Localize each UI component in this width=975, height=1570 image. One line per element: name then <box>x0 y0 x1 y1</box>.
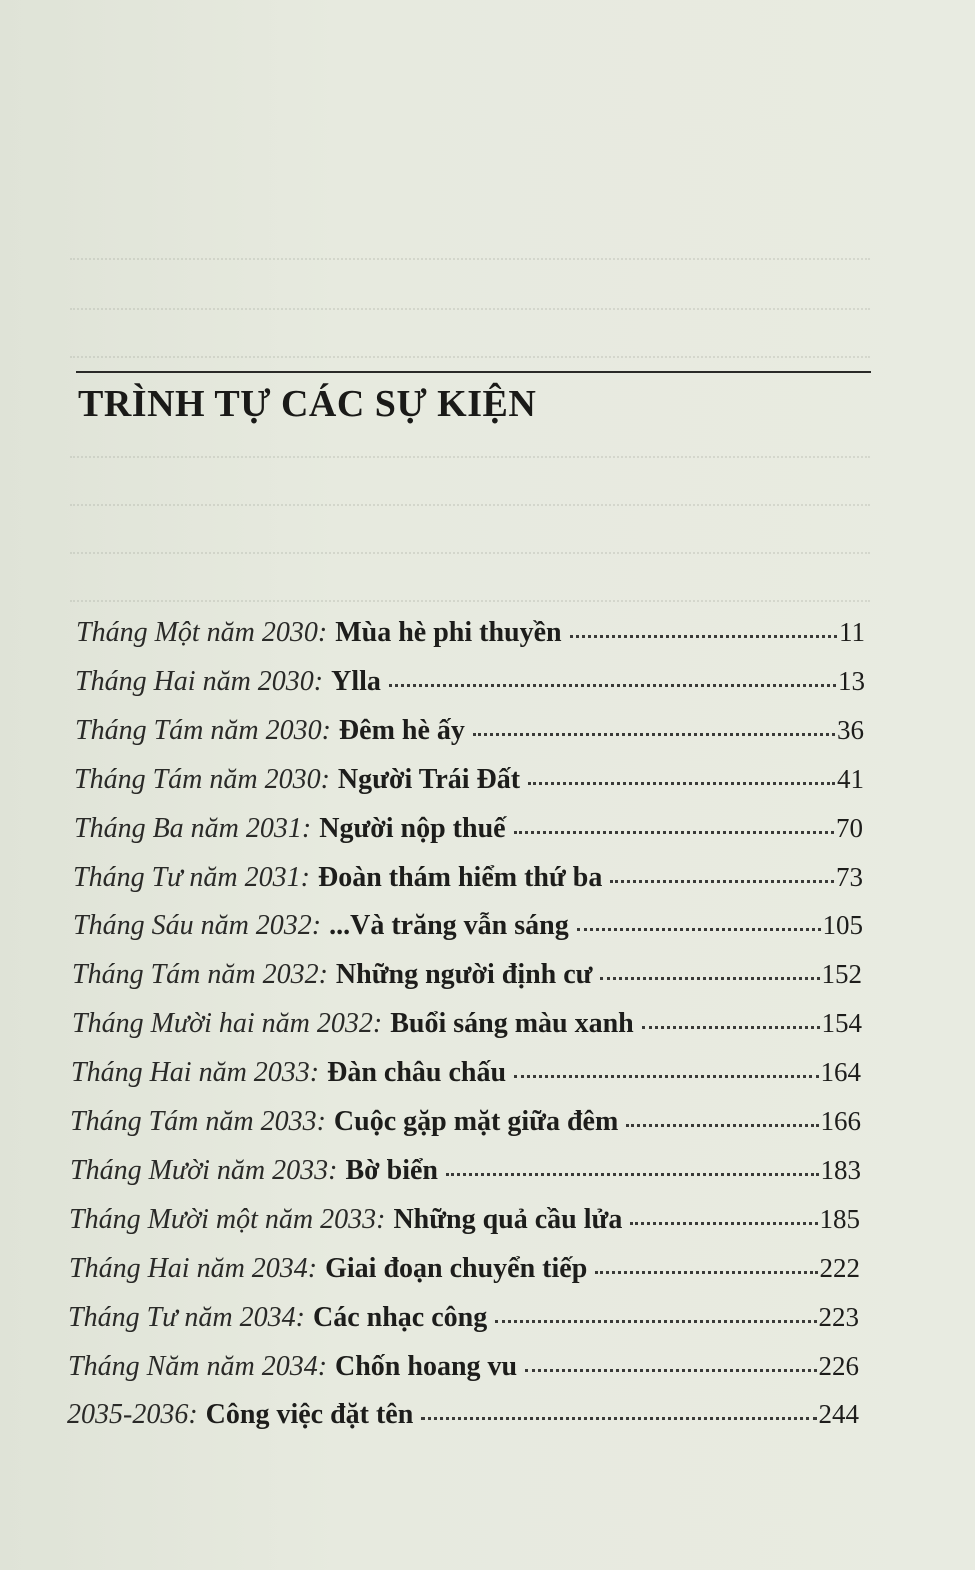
toc-entry-title: Giai đoạn chuyển tiếp <box>325 1253 588 1284</box>
header-rule <box>76 371 871 373</box>
toc-entry-page-number: 222 <box>819 1253 860 1283</box>
toc-entry <box>71 1052 861 1092</box>
toc-entry-title: Những quả cầu lửa <box>393 1204 623 1235</box>
toc-entry-page-number: 73 <box>836 862 863 892</box>
toc-entry-date: Tháng Hai năm 2034: <box>69 1253 318 1284</box>
toc-entry-date: Tháng Mười năm 2033: <box>70 1155 338 1186</box>
toc-entry <box>69 1248 860 1288</box>
toc-entry-page-number: 183 <box>820 1155 861 1185</box>
toc-entry-date: Tháng Mười hai năm 2032: <box>72 1008 383 1039</box>
toc-entry-date: Tháng Tám năm 2030: <box>75 715 331 746</box>
toc-entry-page-number: 70 <box>836 813 863 843</box>
toc-dot-leader <box>626 1123 818 1127</box>
toc-entry-date: Tháng Tám năm 2033: <box>70 1106 326 1137</box>
toc-entry-title: Đoàn thám hiểm thứ ba <box>317 862 603 893</box>
bleed-through-text <box>0 0 975 620</box>
toc-entry-date: Tháng Tư năm 2034: <box>68 1302 305 1333</box>
toc-entry <box>75 661 865 701</box>
toc-dot-leader <box>528 781 835 785</box>
toc-dot-leader <box>595 1270 817 1274</box>
toc-dot-leader <box>610 879 834 883</box>
toc-dot-leader <box>473 732 835 736</box>
toc-entry-page-number: 185 <box>819 1204 860 1234</box>
toc-entry <box>70 1150 861 1190</box>
toc-entry-date: Tháng Hai năm 2030: <box>75 666 324 697</box>
toc-dot-leader <box>630 1221 817 1225</box>
toc-entry <box>73 857 863 897</box>
toc-entry-title: Đàn châu chấu <box>327 1057 507 1088</box>
toc-entry <box>72 954 862 994</box>
toc-entry-title: Buổi sáng màu xanh <box>390 1008 634 1039</box>
toc-entry-title: Người Trái Đất <box>337 764 521 795</box>
toc-dot-leader <box>421 1416 816 1420</box>
toc-entry-title: Những người định cư <box>335 959 593 990</box>
toc-entry <box>74 808 863 848</box>
toc-entry <box>76 612 865 652</box>
toc-dot-leader <box>495 1319 816 1323</box>
toc-entry-date: Tháng Tư năm 2031: <box>73 862 310 893</box>
toc-entry-title: Chốn hoang vu <box>335 1351 518 1382</box>
toc-entry-date: 2035-2036: <box>67 1399 198 1430</box>
toc-entry-page-number: 152 <box>821 959 862 989</box>
toc-entry-title: Mùa hè phi thuyền <box>335 617 562 648</box>
toc-entry-page-number: 166 <box>820 1106 861 1136</box>
toc-entry <box>72 1003 862 1043</box>
toc-entry-page-number: 105 <box>822 910 863 940</box>
toc-entry-page-number: 226 <box>818 1351 859 1381</box>
toc-entry-page-number: 154 <box>821 1008 862 1038</box>
toc-entry-page-number: 244 <box>818 1399 859 1429</box>
toc-entry-title: Công việc đặt tên <box>205 1399 414 1430</box>
toc-entry <box>74 759 864 799</box>
toc-entry-date: Tháng Hai năm 2033: <box>71 1057 320 1088</box>
toc-entry-title: Các nhạc công <box>312 1302 488 1333</box>
page-title: TRÌNH TỰ CÁC SỰ KIỆN <box>78 383 537 425</box>
toc-dot-leader <box>570 634 837 638</box>
toc-dot-leader <box>642 1025 820 1029</box>
toc-entry-page-number: 13 <box>838 666 865 696</box>
toc-entry-title: Bờ biển <box>345 1155 438 1186</box>
toc-dot-leader <box>389 683 836 687</box>
toc-entry-date: Tháng Năm năm 2034: <box>68 1351 328 1382</box>
toc-entry <box>69 1199 860 1239</box>
toc-entry-date: Tháng Ba năm 2031: <box>74 813 312 844</box>
toc-entry <box>68 1346 859 1386</box>
toc-entry-page-number: 11 <box>839 617 865 647</box>
toc-entry <box>67 1394 859 1434</box>
toc-entry-date: Tháng Một năm 2030: <box>76 617 328 648</box>
toc-dot-leader <box>600 976 819 980</box>
toc-entry <box>70 1101 861 1141</box>
toc-dot-leader <box>577 927 821 931</box>
toc-entry-title: ...Và trăng vẫn sáng <box>329 910 569 941</box>
toc-entry-title: Cuộc gặp mặt giữa đêm <box>333 1106 619 1137</box>
toc-dot-leader <box>446 1172 819 1176</box>
toc-entry <box>73 905 863 945</box>
toc-entry-page-number: 164 <box>820 1057 861 1087</box>
toc-entry-date: Tháng Sáu năm 2032: <box>73 910 322 941</box>
toc-entry-title: Đêm hè ấy <box>338 715 465 746</box>
toc-entry-title: Ylla <box>331 666 381 697</box>
toc-entry-date: Tháng Mười một năm 2033: <box>69 1204 386 1235</box>
toc-dot-leader <box>514 830 834 834</box>
toc-entry-date: Tháng Tám năm 2032: <box>72 959 328 990</box>
toc-entry-title: Người nộp thuế <box>319 813 506 844</box>
toc-dot-leader <box>514 1074 818 1078</box>
toc-entry-page-number: 223 <box>818 1302 859 1332</box>
toc-entry-date: Tháng Tám năm 2030: <box>74 764 330 795</box>
toc-entry-page-number: 41 <box>837 764 864 794</box>
toc-entry-page-number: 36 <box>837 715 864 745</box>
toc-entry <box>75 710 864 750</box>
toc-dot-leader <box>525 1368 816 1372</box>
toc-entry <box>68 1297 859 1337</box>
